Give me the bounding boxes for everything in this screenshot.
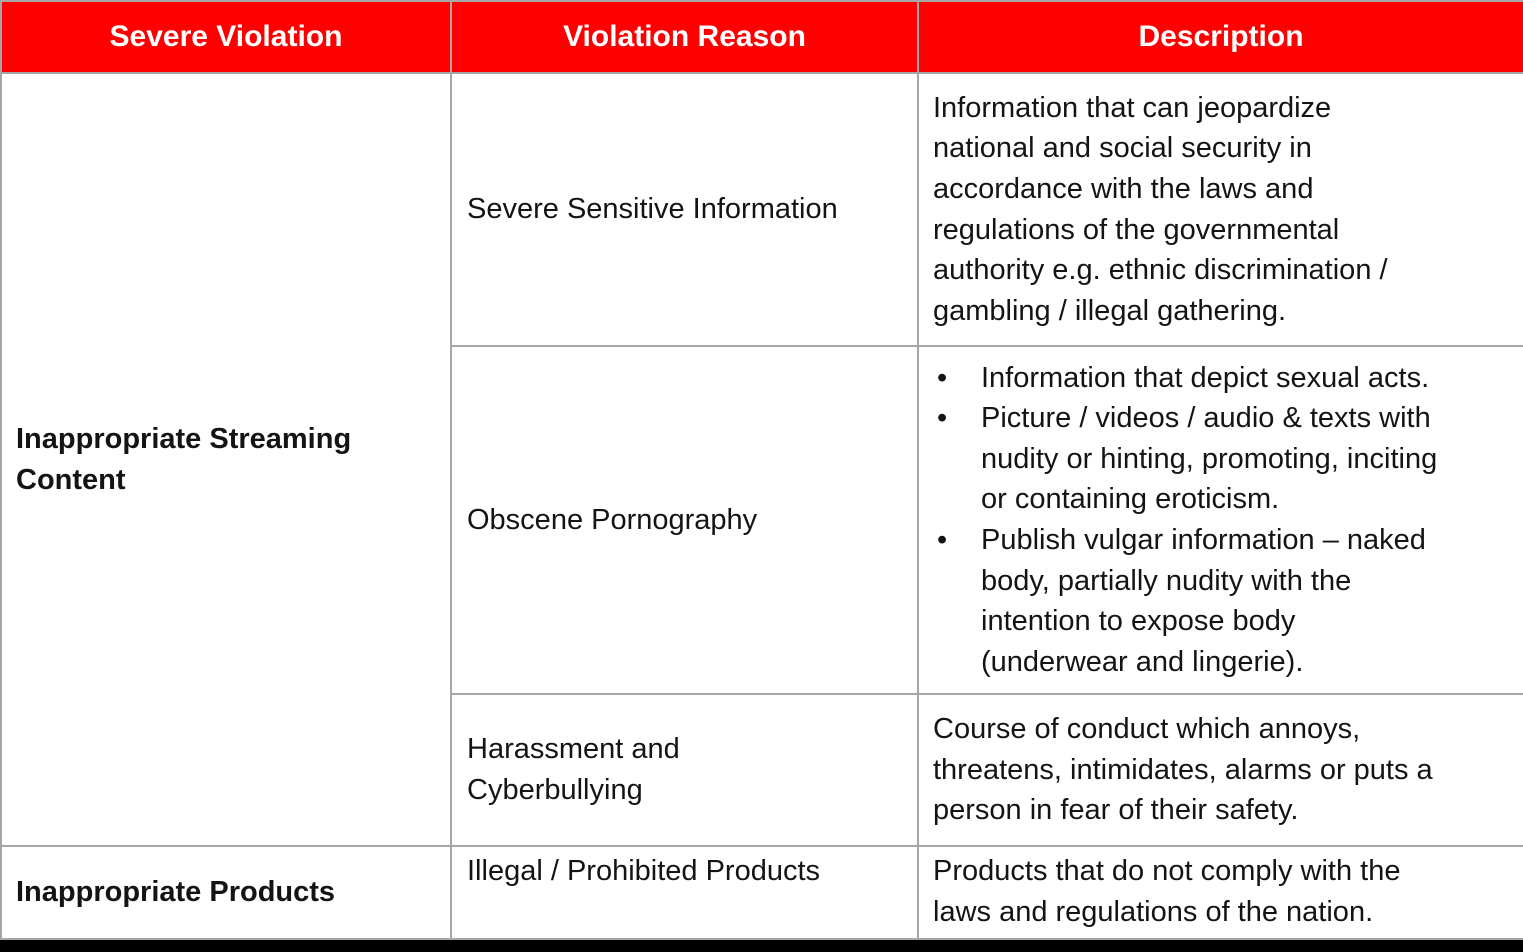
bullet-item: • Publish vulgar information – naked body, partially nudity with the intention to expose body (underwear and lingerie). [933, 520, 1438, 682]
bullet-item: • Information that depict sexual acts. [933, 358, 1438, 399]
table-row [1, 846, 1523, 939]
reason-cell-harassment-and-cyberbullying: Harassment and Cyberbullying [451, 694, 918, 846]
description-cell-severe-sensitive-information: Information that can jeopardize national and social security in accordance with the laws and regulations of the governmental authority e.g. ethnic discrimination / gambling / illegal gathering. [918, 73, 1523, 346]
description-cell-obscene-pornography [918, 346, 1523, 694]
header-cell-violation-reason: Violation Reason [451, 1, 918, 73]
bottom-black-bar [0, 940, 1523, 952]
table-header-row [1, 1, 1523, 73]
description-cell-illegal-prohibited-products: Products that do not comply with the laws and regulations of the nation. [918, 846, 1523, 939]
reason-cell-illegal-prohibited-products: Illegal / Prohibited Products [451, 846, 918, 939]
reason-cell-obscene-pornography: Obscene Pornography [451, 346, 918, 694]
table-row [1, 73, 1523, 346]
category-cell-inappropriate-products: Inappropriate Products [1, 846, 451, 939]
header-cell-description: Description [918, 1, 1523, 73]
description-cell-harassment-and-cyberbullying: Course of conduct which annoys, threatens, intimidates, alarms or puts a person in fear of their safety. [918, 694, 1523, 846]
bullet-item: • Picture / videos / audio & texts with nudity or hinting, promoting, inciting or containing eroticism. [933, 398, 1438, 520]
category-cell-inappropriate-streaming-content: Inappropriate Streaming Content [1, 73, 451, 846]
reason-cell-severe-sensitive-information: Severe Sensitive Information [451, 73, 918, 346]
header-cell-severe-violation: Severe Violation [1, 1, 451, 73]
description-bullet-list [933, 358, 1438, 683]
